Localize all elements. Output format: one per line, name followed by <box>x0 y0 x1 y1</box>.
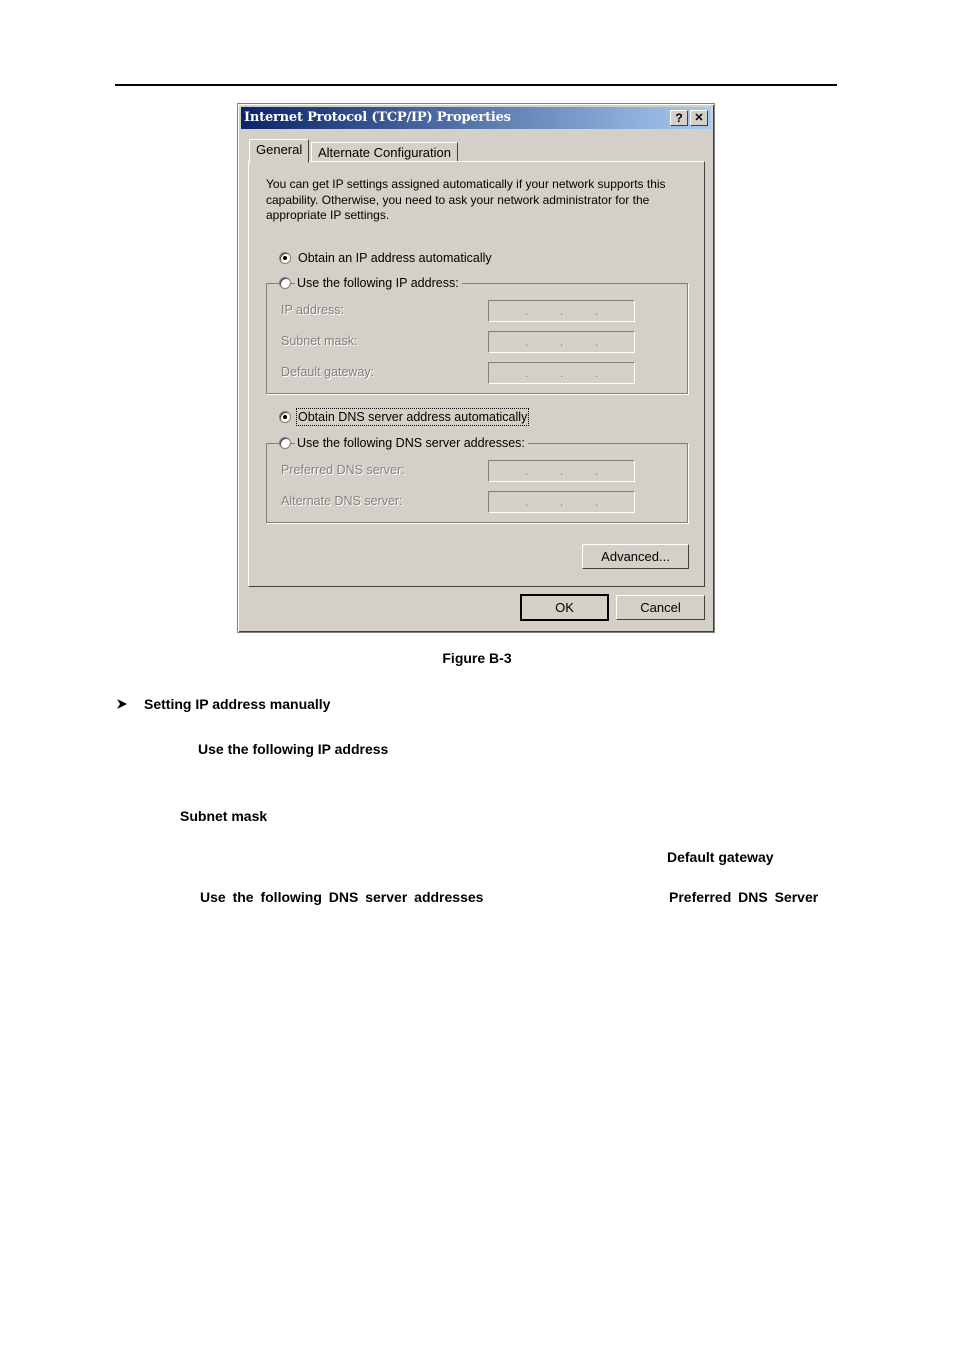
preferred-dns-field[interactable]: . . . <box>488 460 635 482</box>
ip-auto-radio[interactable] <box>279 252 291 264</box>
ip-manual-radio[interactable] <box>279 277 291 289</box>
term-default-gateway: Default gateway <box>667 849 774 865</box>
general-tab-panel <box>248 161 705 587</box>
subnet-mask-field[interactable]: . . . <box>488 331 635 353</box>
dns-auto-radio[interactable] <box>279 411 291 423</box>
alternate-dns-label: Alternate DNS server: <box>281 494 403 508</box>
bullet-arrow-icon <box>115 697 129 711</box>
ip-address-field[interactable]: . . . <box>488 300 635 322</box>
preferred-dns-label: Preferred DNS server: <box>281 463 405 477</box>
default-gateway-label: Default gateway: <box>281 365 375 379</box>
default-gateway-field[interactable]: . . . <box>488 362 635 384</box>
figure-caption: Figure B-3 <box>442 650 512 666</box>
header-rule <box>115 84 837 86</box>
tab-alternate-configuration[interactable]: Alternate Configuration <box>311 142 458 164</box>
cancel-button[interactable]: Cancel <box>616 595 705 620</box>
tab-general[interactable]: General <box>249 139 309 163</box>
title-bar[interactable] <box>241 107 711 129</box>
description-text: You can get IP settings assigned automatically if your network supports this capability. Otherwise, you need to ask your network administrator for the appropriate IP settings. <box>266 177 666 222</box>
section-heading: Setting IP address manually <box>144 696 331 712</box>
term-use-ip: Use the following IP address <box>198 741 389 757</box>
advanced-button[interactable]: Advanced... <box>582 544 689 569</box>
ip-manual-label[interactable]: Use the following IP address: <box>295 276 462 290</box>
dialog-title: Internet Protocol (TCP/IP) Properties <box>244 110 511 125</box>
tcpip-properties-dialog <box>237 103 715 633</box>
dns-manual-label[interactable]: Use the following DNS server addresses: <box>295 436 528 450</box>
ok-button[interactable]: OK <box>520 594 609 621</box>
ip-address-label: IP address: <box>281 303 345 317</box>
alternate-dns-field[interactable]: . . . <box>488 491 635 513</box>
dns-manual-radio[interactable] <box>279 437 291 449</box>
term-subnet-mask: Subnet mask <box>180 808 268 824</box>
term-use-dns: Use the following DNS server addresses <box>200 889 484 905</box>
dns-auto-label[interactable]: Obtain DNS server address automatically <box>298 410 528 424</box>
close-button[interactable]: ✕ <box>690 110 708 126</box>
ip-auto-label[interactable]: Obtain an IP address automatically <box>298 251 492 265</box>
term-preferred-dns: Preferred DNS Server <box>669 889 819 905</box>
help-button[interactable]: ? <box>670 110 688 126</box>
subnet-mask-label: Subnet mask: <box>281 334 358 348</box>
